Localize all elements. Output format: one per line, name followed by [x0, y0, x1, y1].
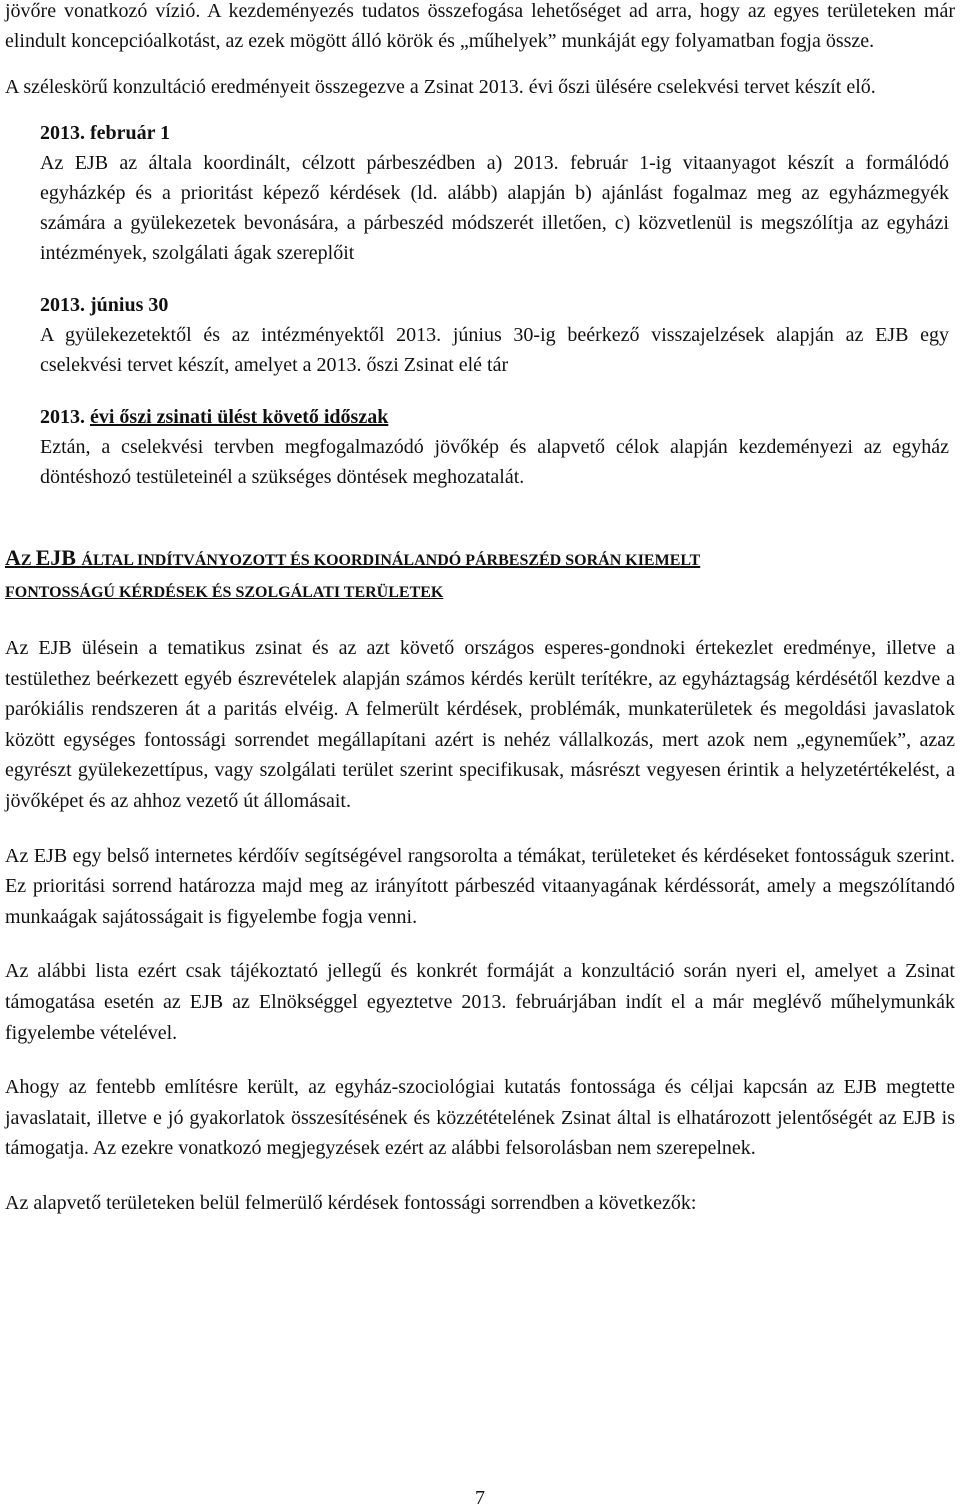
timeline-heading-underlined: évi őszi zsinati ülést követő időszak	[90, 406, 389, 428]
body-paragraph: Az EJB egy belső internetes kérdőív segítségével rangsorolta a témákat, területeket és kérdéseket fontosságuk szerint. Ez prioritási sorrend határozza majd meg az irányított párbeszéd vitaanyagának kérdéssorát, amely a megszólítandó munkaágak sajátosságait is figyelembe fogja venni.	[5, 844, 955, 928]
timeline-text: Eztán, a cselekvési tervben megfogalmazódó jövőkép és alapvető célok alapján kezdeményezi az egyház döntéshozó testületeinél a szükséges döntések meghozatalát.	[40, 436, 949, 488]
timeline-heading	[40, 118, 949, 148]
body-paragraph: Az EJB ülésein a tematikus zsinat és az azt követő országos esperes-gondnoki értekezlet eredménye, illetve a testülethez beérkezett egyéb észrevételek alapján számos kérdés került terítékre, az egyháztagság kérdésétől kezdve a parókiális rendszeren át a paritás elvéig. A felmerült kérdések, problémák, munkaterületek és megoldási javaslatok között egységes fontossági sorrendet megállapítani azért is nehéz vállalkozás, mert azok nem „egyneműek”, azaz egyrészt gyülekezettípus, vagy szolgálati terület szerint specifikusak, másrészt vegyesen érintik a helyzetértékelést, a jövőképet és az ahhoz vezető út állomásait.	[5, 637, 955, 812]
timeline-entry	[5, 402, 955, 492]
section-title-part: EJB	[35, 545, 82, 570]
timeline-year: 2013.	[40, 122, 90, 144]
timeline-year: 2013.	[40, 406, 90, 428]
timeline-text: Az EJB az általa koordinált, célzott párbeszédben a) 2013. február 1-ig vitaanyagot készít a formálódó egyházkép és a prioritást képező kérdések (ld. alább) alapján b) ajánlást fogalmaz meg az egyházmegyék számára a gyülekezetek bevonására, a párbeszéd módszerét illetően, c) közvetlenül is megszólítja az egyházi intézmények, szolgálati ágak szereplőit	[40, 152, 949, 264]
section-title-part: ÁLTAL INDÍTVÁNYOZOTT ÉS KOORDINÁLANDÓ PÁRBESZÉD SORÁN KIEMELT	[81, 552, 701, 569]
timeline-heading	[40, 290, 949, 320]
document-page	[5, 0, 955, 1219]
section-title-part: A	[5, 545, 21, 570]
timeline-year: 2013.	[40, 294, 90, 316]
timeline-entry	[5, 290, 955, 380]
body-paragraph: Az alapvető területeken belül felmerülő kérdések fontossági sorrendben a következők:	[5, 1191, 697, 1214]
timeline-date: június 30	[90, 294, 169, 316]
timeline-entry	[5, 118, 955, 268]
body-paragraph: Az alábbi lista ezért csak tájékoztató jellegű és konkrét formáját a konzultáció során nyeri el, amelyet a Zsinat támogatása esetén az EJB az Elnökséggel egyeztetve 2013. februárjában indít el a már meglévő műhelymunkák figyelembe vételével.	[5, 960, 955, 1044]
section-title-line-1	[5, 542, 955, 577]
section-title	[5, 542, 955, 609]
intro-continuation-paragraph: jövőre vonatkozó vízió. A kezdeményezés tudatos összefogása lehetőséget ad arra, hogy az egyes területeken már elindult koncepcióalkotást, az ezek mögött álló körök és „műhelyek” munkáját egy folyamatban fogja össze.	[5, 0, 955, 52]
body-paragraph: Ahogy az fentebb említésre került, az egyház-szociológiai kutatás fontossága és céljai kapcsán az EJB megtette javaslatait, illetve e jó gyakorlatok összesítésének és közzétételének Zsinat által is elhatározott jelentőségét az EJB is támogatja. Az ezekre vonatkozó megjegyzések ezért az alábbi felsorolásban nem szerepelnek.	[5, 1076, 955, 1160]
section-title-line-2: FONTOSSÁGÚ KÉRDÉSEK ÉS SZOLGÁLATI TERÜLETEK	[5, 584, 444, 601]
timeline-heading	[40, 402, 949, 432]
consultation-summary-paragraph: A széleskörű konzultáció eredményeit összegezve a Zsinat 2013. évi őszi ülésére cselekvési tervet készít elő.	[5, 76, 876, 98]
page-number: 7	[475, 1487, 485, 1509]
timeline-date: február 1	[90, 122, 171, 144]
section-title-part: Z	[20, 552, 36, 569]
timeline-text: A gyülekezetektől és az intézményektől 2013. június 30-ig beérkező visszajelzések alapján az EJB egy cselekvési tervet készít, amelyet a 2013. őszi Zsinat elé tár	[40, 324, 949, 376]
